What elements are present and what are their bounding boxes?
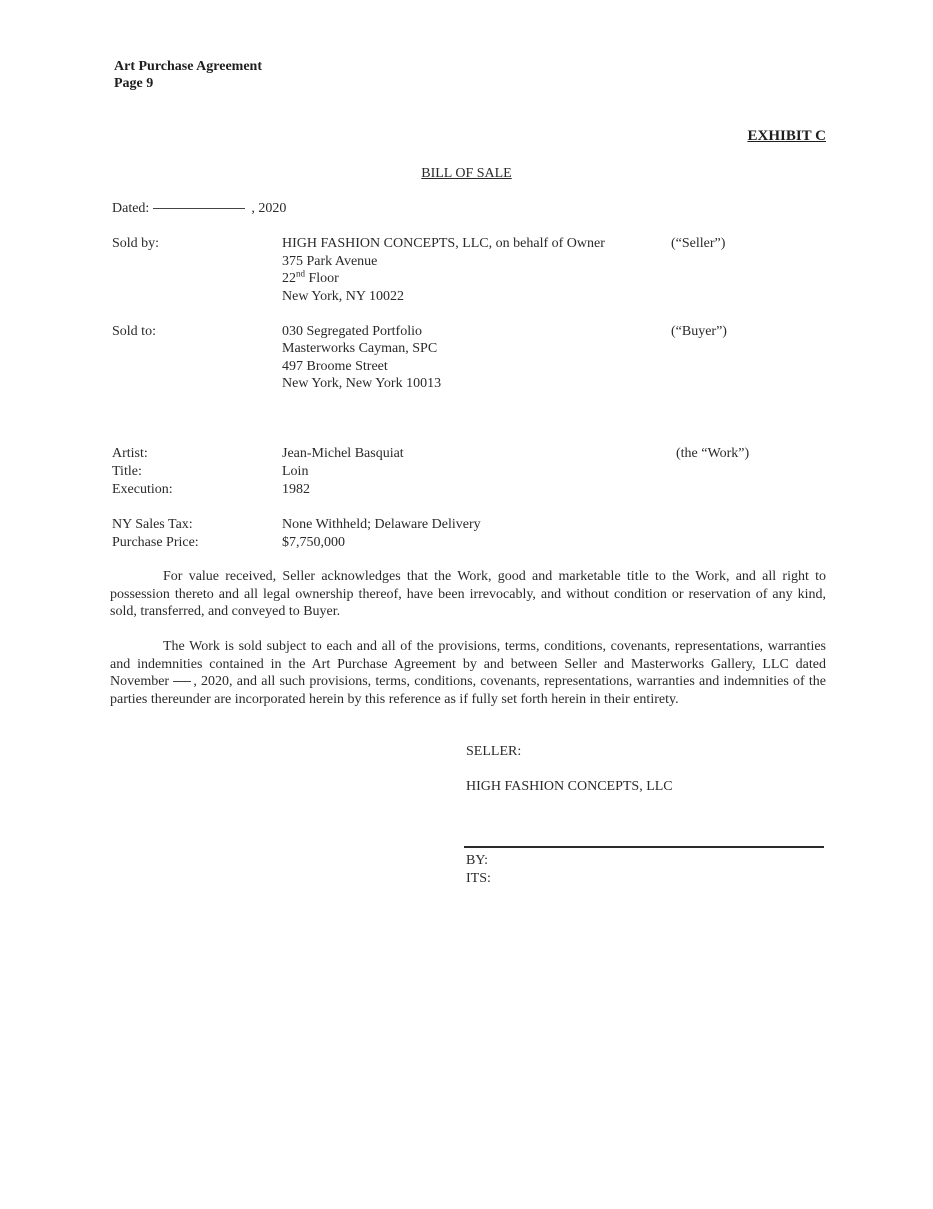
sales-tax-label: NY Sales Tax: — [112, 517, 193, 532]
seller-city: New York, NY 10022 — [282, 289, 404, 304]
buyer-street: 497 Broome Street — [282, 359, 388, 374]
day-blank-line — [173, 680, 191, 682]
buyer-name: 030 Segregated Portfolio — [282, 324, 422, 339]
by-label: BY: — [466, 853, 489, 868]
seller-floor-suffix: nd — [296, 268, 305, 279]
date-blank-line — [153, 207, 245, 209]
paragraph-subject-to — [110, 638, 826, 708]
sales-tax-value: None Withheld; Delaware Delivery — [282, 517, 481, 532]
exhibit-label: EXHIBIT C — [747, 128, 826, 144]
seller-street: 375 Park Avenue — [282, 254, 378, 269]
seller-signature-company: HIGH FASHION CONCEPTS, LLC — [466, 779, 673, 794]
seller-role: (“Seller”) — [671, 236, 726, 251]
sold-by-label: Sold by: — [112, 236, 160, 251]
dated-row — [112, 200, 286, 218]
seller-floor-word: Floor — [305, 271, 339, 286]
seller-floor-number: 22 — [282, 271, 296, 286]
seller-name: HIGH FASHION CONCEPTS, LLC, on behalf of Owner — [282, 236, 605, 251]
dated-label: Dated: — [112, 201, 150, 216]
seller-signature-label: SELLER: — [466, 744, 522, 759]
seller-floor — [282, 270, 339, 288]
its-label: ITS: — [466, 871, 491, 886]
execution-label: Execution: — [112, 482, 173, 497]
execution-value: 1982 — [282, 482, 310, 497]
buyer-role: (“Buyer”) — [671, 324, 727, 339]
paragraph-conveyance: For value received, Seller acknowledges that the Work, good and marketable title to the Work, and all right to possession thereto and all legal ownership thereof, have been irrevocably, and without condition or reservation of any kind, sold, transferred, and conveyed to Buyer. — [110, 569, 826, 619]
artist-value: Jean-Michel Basquiat — [282, 446, 404, 461]
paragraph-subject-to-part2: , 2020, and all such provisions, terms, conditions, covenants, representations, warranties and indemnities of the parties thereunder are incorporated herein by this reference as if fully set forth herein in their entirety. — [110, 674, 826, 707]
purchase-price-label: Purchase Price: — [112, 535, 199, 550]
document-header-page: Page 9 — [114, 76, 154, 91]
title-value: Loin — [282, 464, 309, 479]
work-role: (the “Work”) — [676, 446, 750, 461]
purchase-price-value: $7,750,000 — [282, 535, 345, 550]
paragraph-subject-to-part1: The Work is sold subject to each and all of the provisions, terms, conditions, covenants, representations, warranties and indemnities contained in the Art Purchase Agreement by and between Seller and Masterworks Gallery, LLC dated November — [110, 639, 826, 689]
document-header-title: Art Purchase Agreement — [114, 59, 262, 74]
dated-year: , 2020 — [251, 201, 287, 216]
title-label: Title: — [112, 464, 142, 479]
buyer-city: New York, New York 10013 — [282, 376, 442, 391]
document-title: BILL OF SALE — [421, 166, 512, 181]
signature-line — [464, 846, 824, 848]
buyer-company: Masterworks Cayman, SPC — [282, 341, 438, 356]
artist-label: Artist: — [112, 446, 148, 461]
sold-to-label: Sold to: — [112, 324, 156, 339]
